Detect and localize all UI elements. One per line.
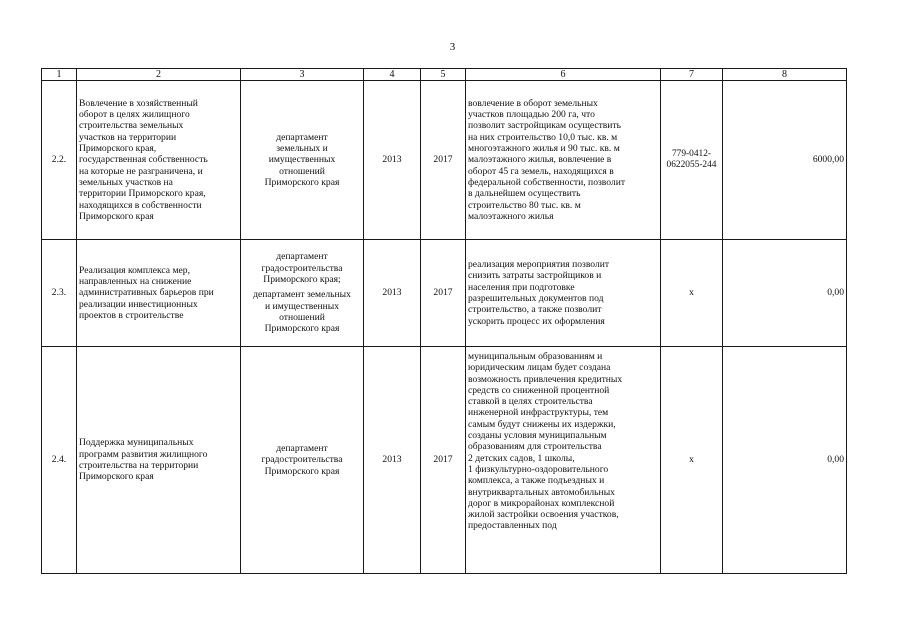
executor-line: Приморского края; [263, 274, 341, 286]
measure-line: находящихся в собственности [79, 199, 202, 211]
budget-code-cell: x [661, 347, 723, 574]
executor-cell [241, 81, 364, 240]
column-header: 3 [241, 69, 364, 81]
measure-line: земельных участков на [79, 176, 173, 188]
result-cell [466, 240, 661, 347]
start-year: 2013 [364, 240, 421, 347]
result-line: малоэтажного жилья, вовлечение в [468, 154, 612, 166]
measure-line: реализации инвестиционных [79, 298, 198, 310]
result-line: юридическим лицам будет создана [468, 362, 611, 374]
result-line: 1 физкультурно-оздоровительного [468, 463, 609, 475]
executor-line: и имущественных [264, 300, 340, 312]
column-header: 8 [723, 69, 847, 81]
measure-line: направленных на снижение [79, 276, 192, 288]
result-line: муниципальным образованиям и [468, 351, 603, 362]
result-line: вовлечение в оборот земельных [468, 97, 598, 109]
table-row [42, 81, 847, 240]
end-year: 2017 [421, 240, 466, 347]
measure-line: Приморского края, [79, 143, 157, 155]
measure-line: участков на территории [79, 131, 177, 143]
measure-line: на которые не разграничена, и [79, 165, 203, 177]
measure-line: Поддержка муниципальных [79, 437, 194, 449]
table-row [42, 240, 847, 347]
result-line: снизить затраты застройщиков и [468, 270, 602, 282]
measure-line: программ развития жилищного [79, 448, 208, 460]
column-header: 7 [661, 69, 723, 81]
measure-cell [77, 347, 241, 574]
budget-code-line: 0622055-244 [666, 160, 717, 170]
result-line: внутриквартальных автомобильных [468, 486, 615, 498]
result-line: многоэтажного жилья и 90 тыс. кв. м [468, 143, 620, 155]
end-year: 2017 [421, 347, 466, 574]
executor-line: градостроительства [261, 454, 343, 466]
result-line: реализация мероприятия позволит [468, 259, 610, 271]
executor-line: департамент [276, 251, 328, 263]
result-line: дорог в микрорайонах комплексной [468, 497, 615, 509]
result-line: участков площадью 200 га, что [468, 109, 595, 121]
measure-line: Приморского края [79, 471, 154, 483]
row-number: 2.2. [42, 81, 77, 240]
amount-cell: 6000,00 [723, 81, 847, 240]
executor-cell [241, 240, 364, 347]
executor-line: отношений [279, 165, 325, 177]
measure-line: административных барьеров при [79, 287, 214, 299]
table-row [42, 347, 847, 574]
column-number-row [42, 69, 847, 81]
result-cell [466, 81, 661, 240]
budget-code-cell: x [661, 240, 723, 347]
result-line: в дальнейшем осуществить [468, 188, 581, 200]
result-line: жилой застройки освоения участков, [468, 509, 619, 521]
column-header: 1 [42, 69, 77, 81]
measure-line: строительства земельных [79, 120, 184, 132]
measure-line: оборот в целях жилищного [79, 109, 190, 121]
result-line: федеральной собственности, позволит [468, 176, 626, 188]
column-header: 6 [466, 69, 661, 81]
result-line: комплекса, а также подъездных и [468, 475, 605, 487]
measure-line: территории Приморского края, [79, 188, 206, 200]
budget-code-cell [661, 81, 723, 240]
amount-cell: 0,00 [723, 240, 847, 347]
measure-line: Приморского края [79, 210, 154, 222]
executor-line: земельных и [276, 143, 328, 155]
measure-line: Реализация комплекса мер, [79, 264, 190, 276]
result-line: оборот 45 га земель, находящихся в [468, 165, 614, 177]
executor-line: Приморского края [264, 323, 340, 335]
measure-cell [77, 240, 241, 347]
executor-line: департамент [276, 131, 328, 143]
result-line: разрешительных документов под [468, 293, 604, 304]
executor-line: Приморского края [264, 465, 340, 477]
result-line: созданы условия муниципальным [468, 430, 607, 442]
amount-cell: 0,00 [723, 347, 847, 574]
budget-code-line: 779-0412- [671, 148, 712, 159]
result-line: малоэтажного жилья [468, 210, 554, 222]
measure-cell [77, 81, 241, 240]
result-line: позволит застройщикам осуществить [468, 120, 622, 132]
result-line: возможность привлечения кредитных [468, 373, 623, 385]
executor-line: имущественных [268, 154, 336, 166]
executor-line: градостроительства [261, 262, 343, 274]
row-number: 2.4. [42, 347, 77, 574]
measure-line: государственная собственность [79, 154, 208, 166]
executor-line: департамент земельных [253, 289, 351, 301]
measures-table [41, 68, 847, 574]
result-line: на них строительство 10,0 тыс. кв. м [468, 131, 618, 143]
start-year: 2013 [364, 347, 421, 574]
executor-line: Приморского края [264, 176, 340, 188]
executor-cell [241, 347, 364, 574]
result-line: ускорить процесс их оформления [468, 315, 605, 327]
result-line: предоставленных под [468, 520, 557, 532]
result-line: ставкой в целях строительства [468, 396, 593, 408]
column-header: 2 [77, 69, 241, 81]
result-line: строительство 80 тыс. кв. м [468, 199, 581, 211]
result-line: строительство, а также позволит [468, 304, 602, 316]
result-line: средств со сниженной процентной [468, 384, 610, 396]
page-number: 3 [449, 41, 456, 53]
column-header: 4 [364, 69, 421, 81]
result-line: образованиям для строительства [468, 441, 602, 453]
result-line: населения при подготовке [468, 281, 575, 293]
measure-line: проектов в строительстве [79, 309, 184, 321]
start-year: 2013 [364, 81, 421, 240]
row-number: 2.3. [42, 240, 77, 347]
measure-line: строительства на территории [79, 460, 199, 471]
executor-line: отношений [279, 311, 325, 323]
result-line: самым будут снижены их издержки, [468, 418, 616, 430]
measure-line: Вовлечение в хозяйственный [79, 97, 198, 109]
result-line: 2 детских садов, 1 школы, [468, 452, 575, 464]
column-header: 5 [421, 69, 466, 81]
end-year: 2017 [421, 81, 466, 240]
result-cell [466, 347, 661, 574]
result-line: инженерной инфраструктуры, тем [468, 407, 609, 419]
executor-line: департамент [276, 443, 328, 455]
